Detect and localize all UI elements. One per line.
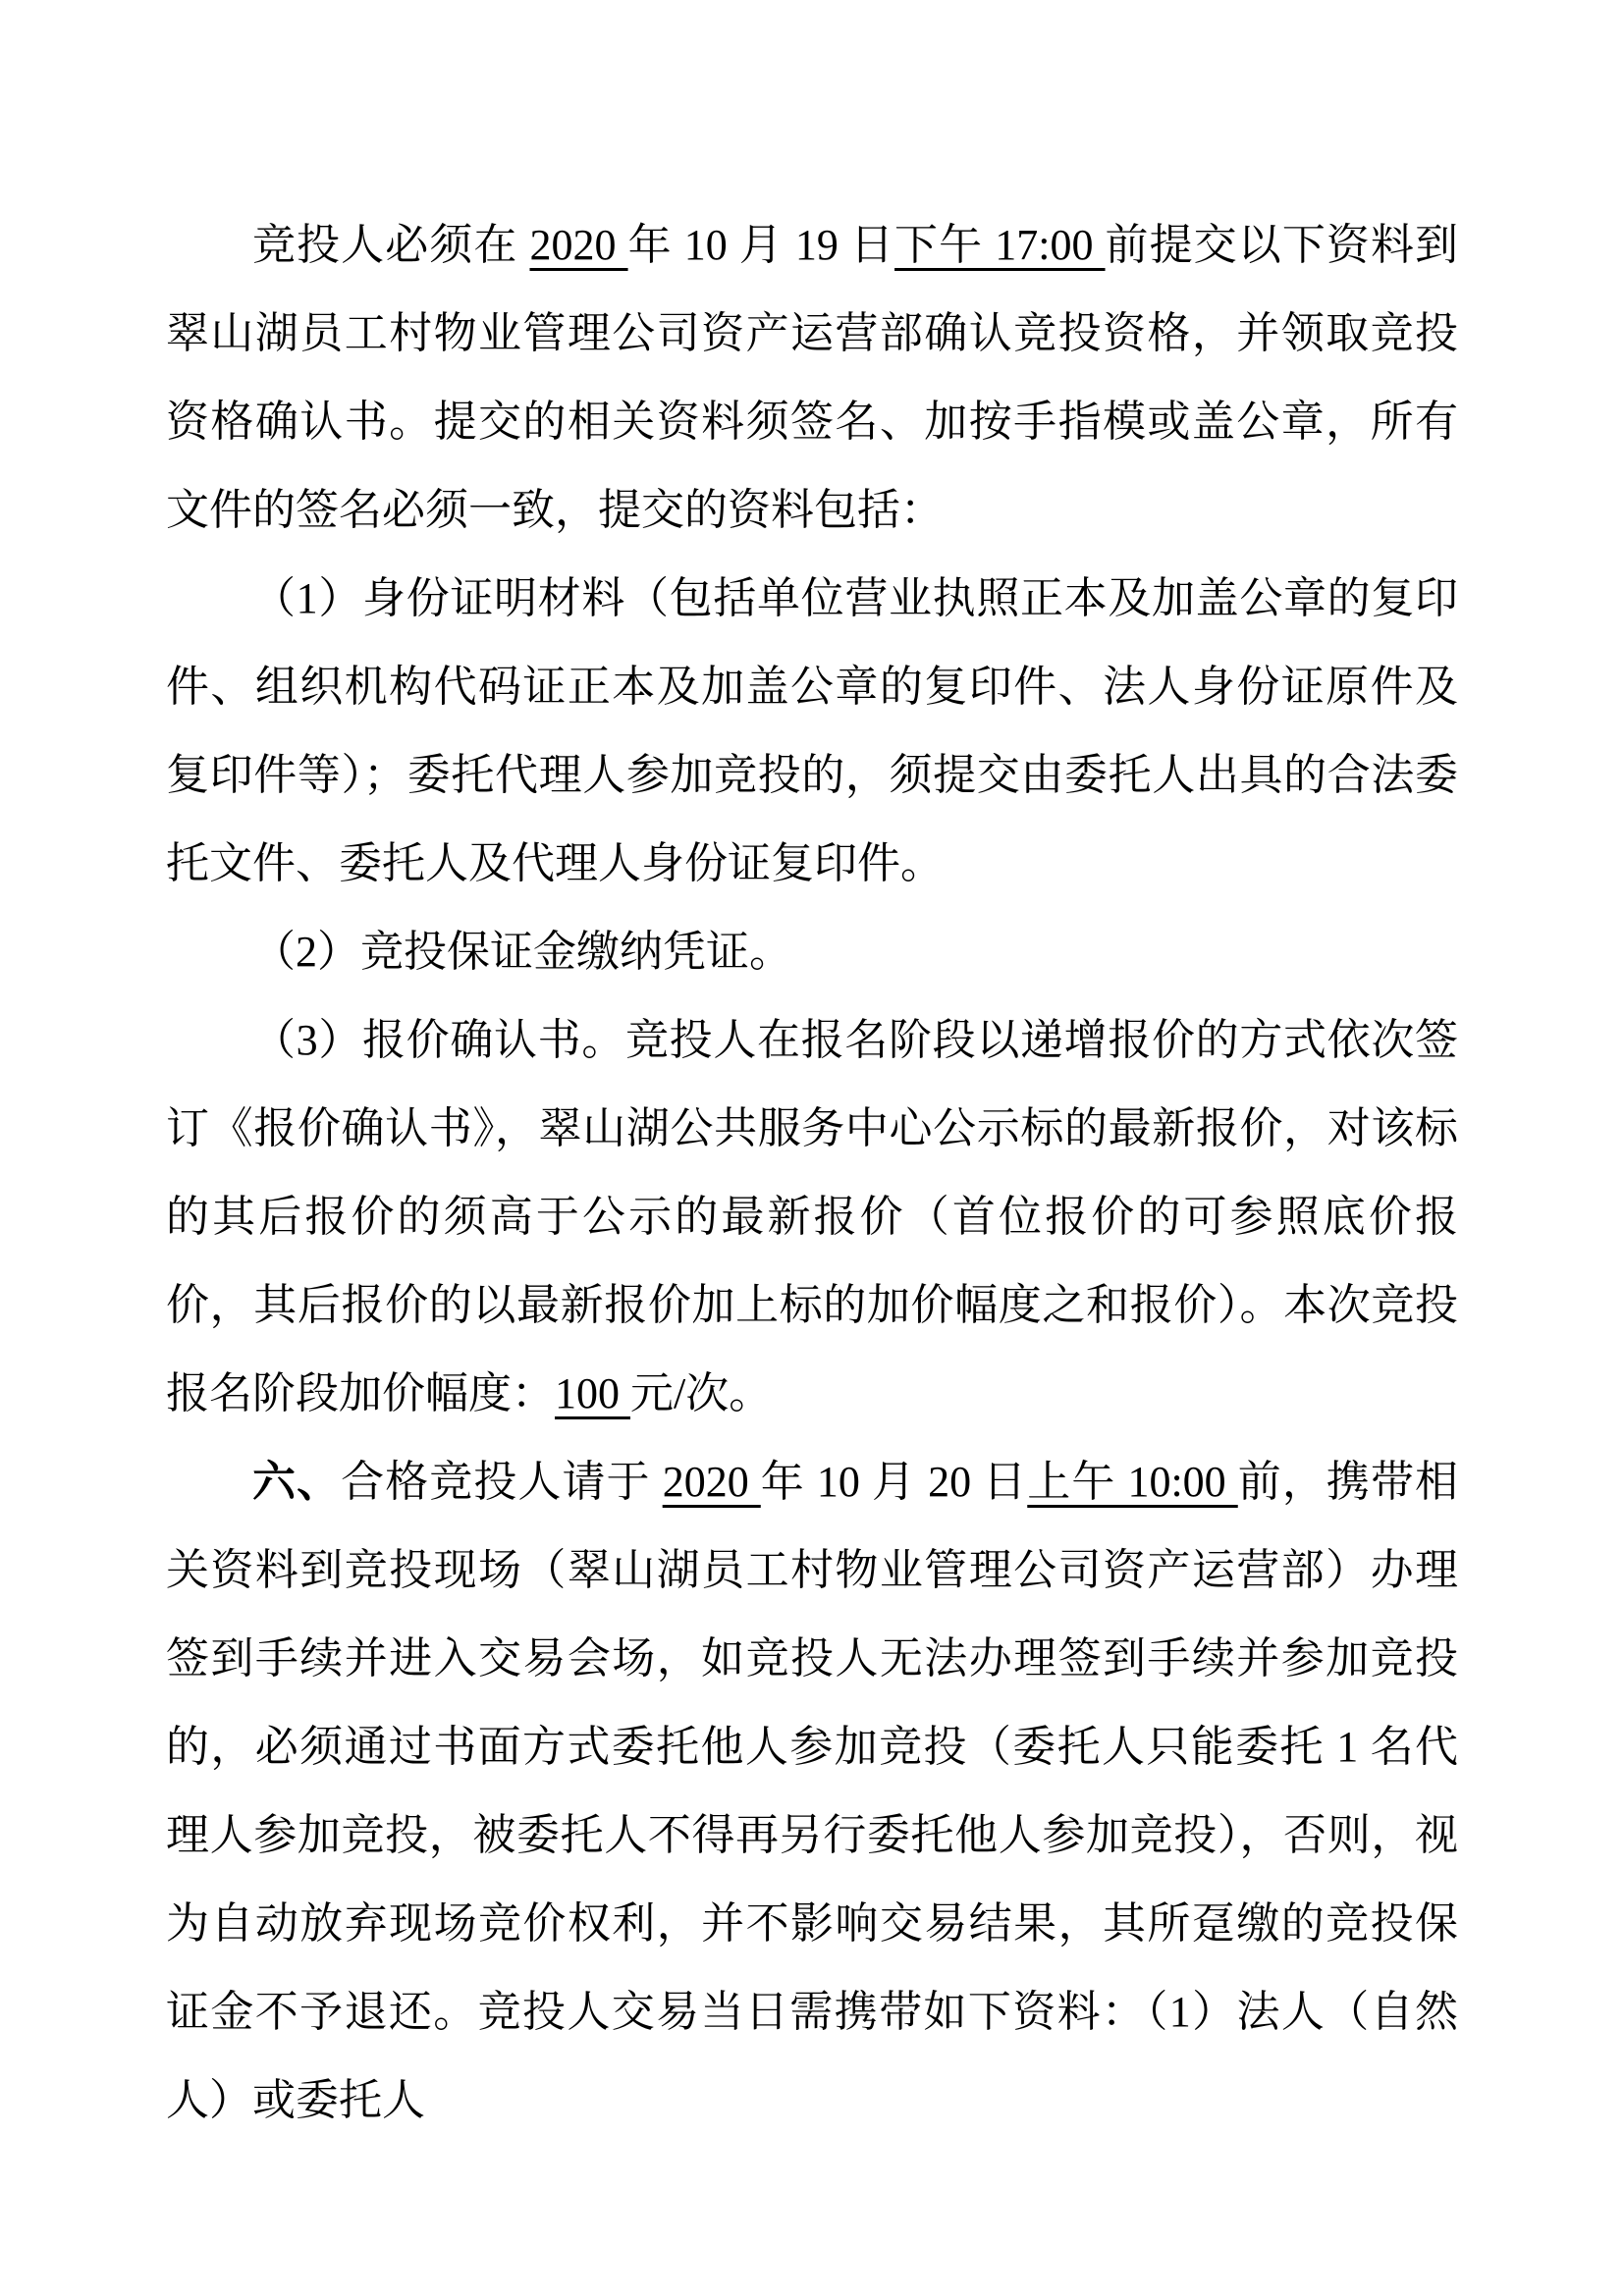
- text-run: （2）竞投保证金缴纳凭证。: [252, 928, 792, 976]
- text-run: 前提交以下资料到翠山湖员工村物业管理公司资产运营部确认竞投资格，并领取竞投资格确认书。提交的相关资料须签名、加按手指模或盖公章，所有文件的签名必须一致，提交的资料包括：: [166, 221, 1459, 534]
- text-run: 前，携带相关资料到竞投现场（翠山湖员工村物业管理公司资产运营部）办理签到手续并进入交易会场，如竞投人无法办理签到手续并参加竞投的，必须通过书面方式委托他人参加竞投（委托人只能委托 1 名代理人参加竞投，被委托人不得再另行委托他人参加竞投），否则，视为自动放弃现场竞价权利，并不影响交易结果，其所趸缴的竞投保证金不予退还。竞投人交易当日需携带如下资料：（1）法人（自然人）或委托人: [166, 1458, 1459, 2124]
- paragraph-2: [166, 555, 1458, 908]
- underlined-text: 下午 17:00: [894, 221, 1106, 269]
- text-run: 元/次。: [630, 1369, 773, 1417]
- text-run: 年 10 月 20 日: [760, 1458, 1028, 1506]
- paragraph-5: [166, 1438, 1458, 2145]
- underlined-text: 上午 10:00: [1027, 1458, 1238, 1506]
- paragraph-1: [166, 201, 1458, 555]
- paragraph-4: [166, 996, 1458, 1438]
- text-run: （1）身份证明材料（包括单位营业执照正本及加盖公章的复印件、组织机构代码证正本及加盖公章的复印件、法人身份证原件及复印件等）；委托代理人参加竞投的，须提交由委托人出具的合法委托文件、委托人及代理人身份证复印件。: [166, 574, 1458, 887]
- document-body: [166, 201, 1458, 2145]
- text-run: 年 10 月 19 日: [627, 221, 895, 269]
- bold-text: 六、: [252, 1458, 342, 1506]
- text-run: 竞投人必须在: [252, 221, 530, 269]
- paragraph-3: [166, 908, 1458, 996]
- underlined-text: 2020: [662, 1458, 761, 1506]
- underlined-text: 100: [555, 1369, 630, 1417]
- text-run: （3）报价确认书。竞投人在报名阶段以递增报价的方式依次签订《报价确认书》，翠山湖公共服务中心公示标的最新报价，对该标的其后报价的须高于公示的最新报价（首位报价的可参照底价报价，其后报价的以最新报价加上标的加价幅度之和报价）。本次竞投报名阶段加价幅度：: [166, 1016, 1458, 1417]
- underlined-text: 2020: [529, 221, 628, 269]
- text-run: 合格竞投人请于: [341, 1458, 663, 1506]
